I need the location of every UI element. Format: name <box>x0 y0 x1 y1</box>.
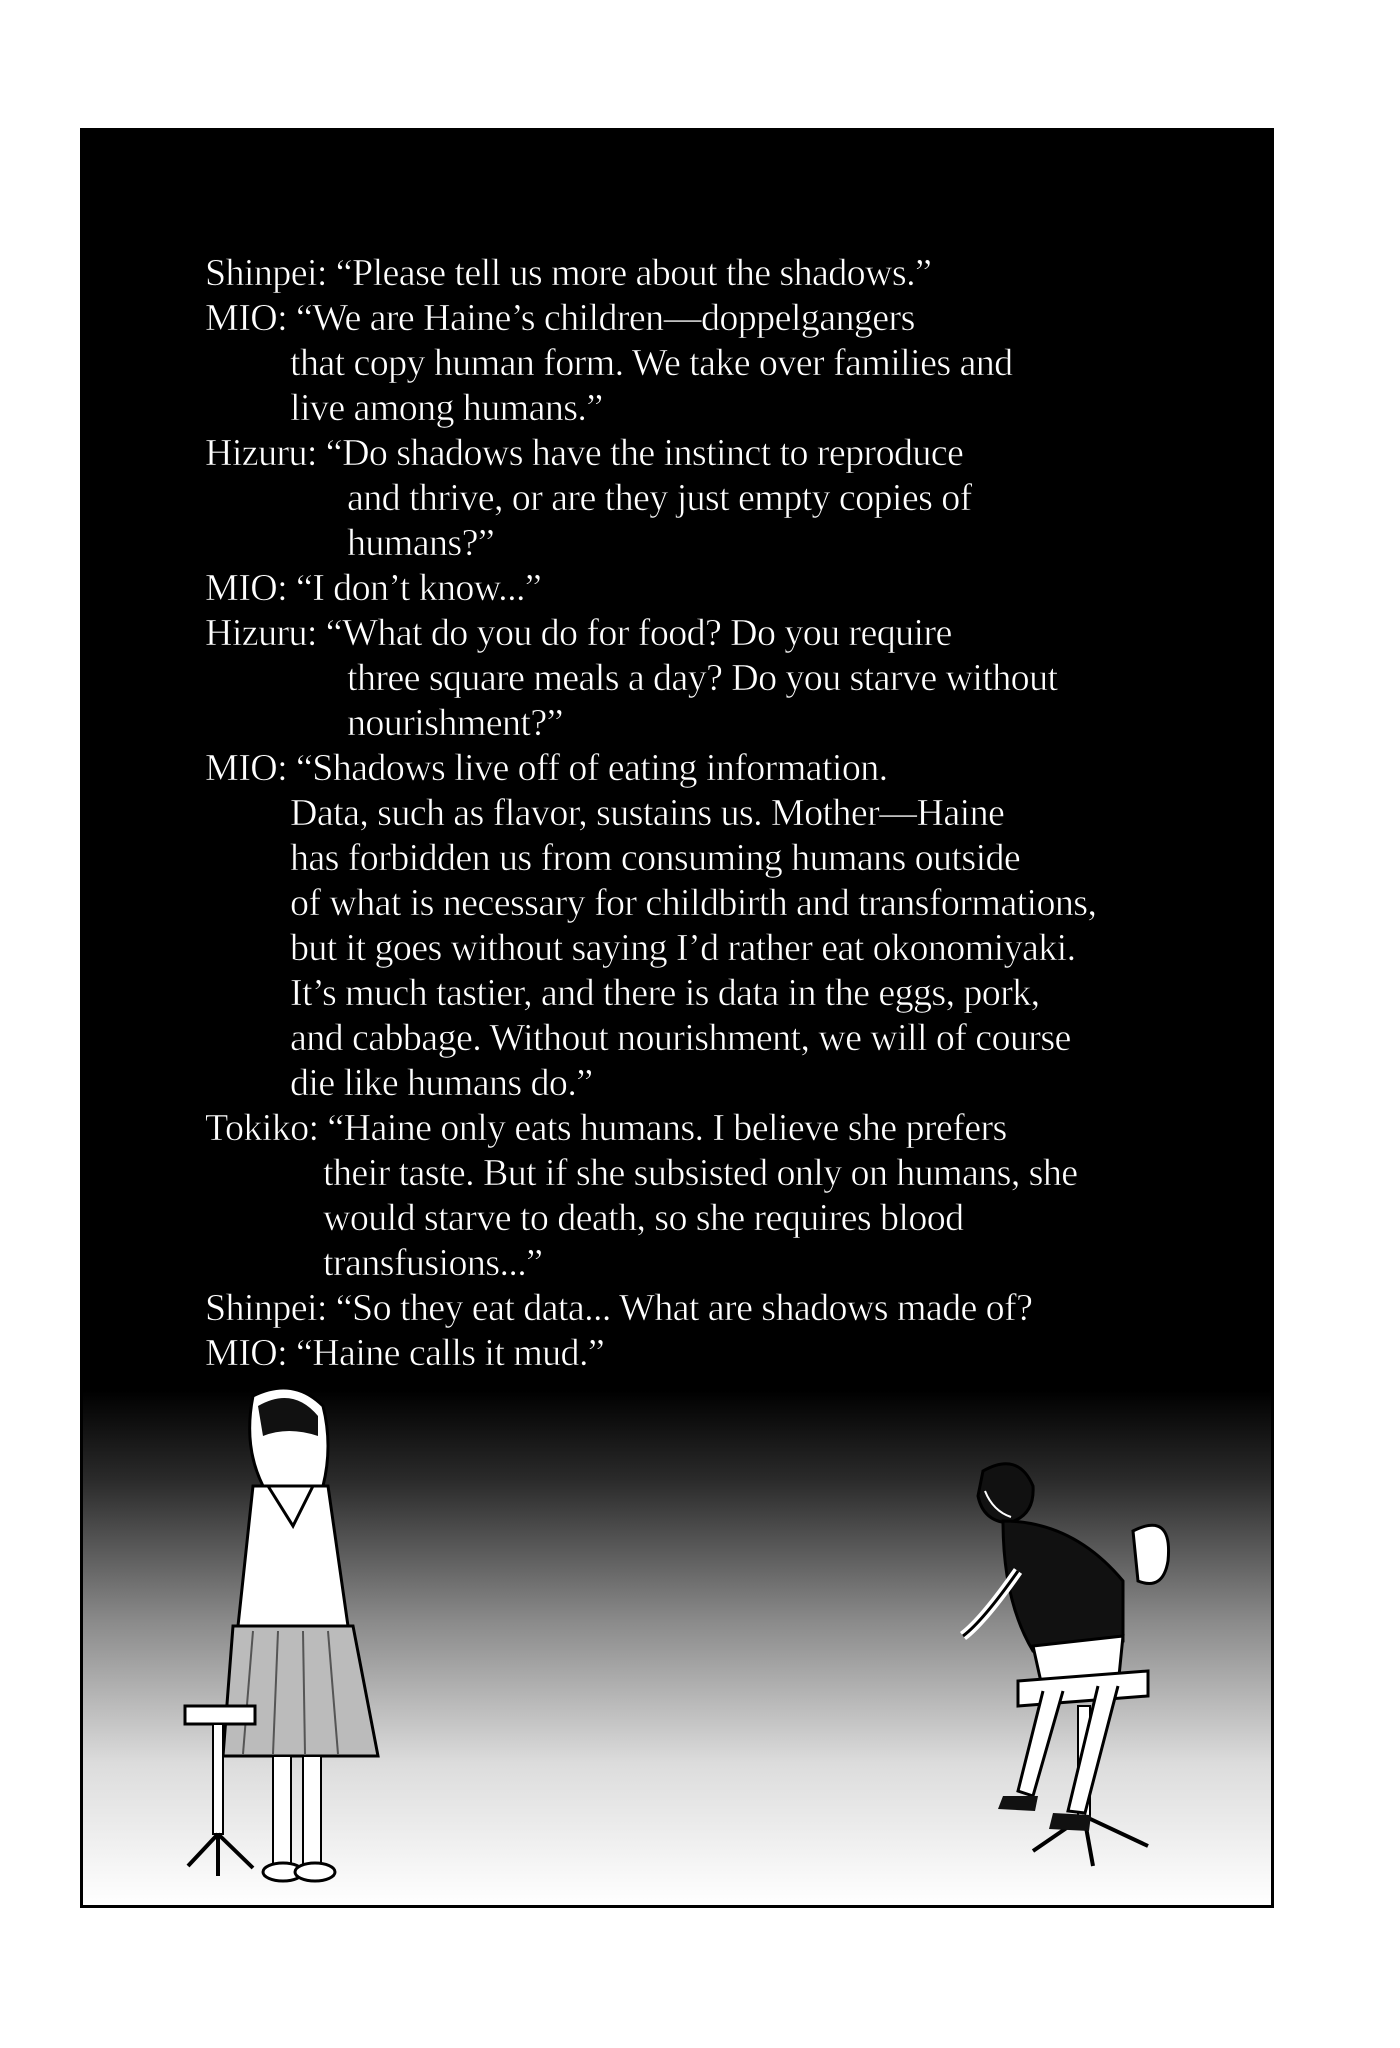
dialogue-line-continued <box>205 971 1215 1016</box>
dialogue-text: “Shadows live off of eating information. <box>295 747 888 789</box>
speaker-name: MIO: <box>205 567 288 609</box>
dialogue-text: “We are Haine’s children—doppelgangers <box>295 297 915 339</box>
dialogue-line-continued <box>205 701 1215 746</box>
dialogue-entry <box>205 431 1215 566</box>
dialogue-line-continued <box>205 341 1215 386</box>
dialogue-text: their taste. But if she subsisted only on humans, she <box>323 1152 1078 1194</box>
dialogue-text: “Haine calls it mud.” <box>295 1332 605 1374</box>
dialogue-text: “Haine only eats humans. I believe she prefers <box>327 1107 1007 1149</box>
speaker-name: Shinpei: <box>205 1287 327 1329</box>
dialogue-entry <box>205 566 1215 611</box>
dialogue-entry <box>205 1286 1215 1331</box>
dialogue-line-continued <box>205 521 1215 566</box>
dialogue-text: and cabbage. Without nourishment, we will of course <box>290 1017 1071 1059</box>
dialogue-entry <box>205 1331 1215 1376</box>
dialogue-line-continued <box>205 1241 1215 1286</box>
dialogue-text: would starve to death, so she requires blood <box>323 1197 964 1239</box>
dialogue-line-first <box>205 1331 1215 1376</box>
speaker-name: MIO: <box>205 1332 288 1374</box>
dialogue-line-first <box>205 251 1215 296</box>
dialogue-text: but it goes without saying I’d rather eat okonomiyaki. <box>290 927 1076 969</box>
dialogue-line-continued <box>205 1151 1215 1196</box>
girl-on-stool-illustration <box>183 1376 423 1896</box>
dialogue-line-continued <box>205 1196 1215 1241</box>
dialogue-entry <box>205 296 1215 431</box>
dialogue-line-first <box>205 746 1215 791</box>
dialogue-line-continued <box>205 386 1215 431</box>
dialogue-line-continued <box>205 836 1215 881</box>
dialogue-line-first <box>205 566 1215 611</box>
dialogue-text: has forbidden us from consuming humans outside <box>290 837 1021 879</box>
manga-panel <box>80 128 1274 1908</box>
speaker-name: Tokiko: <box>205 1107 319 1149</box>
dialogue-line-continued <box>205 881 1215 926</box>
dialogue-line-first <box>205 611 1215 656</box>
dialogue-text: nourishment?” <box>347 702 563 744</box>
dialogue-text: “So they eat data... What are shadows made of? <box>335 1287 1033 1329</box>
dialogue-text: and thrive, or are they just empty copies of <box>347 477 972 519</box>
dialogue-text: “Do shadows have the instinct to reproduce <box>325 432 964 474</box>
dialogue-entry <box>205 251 1215 296</box>
dialogue-line-continued <box>205 476 1215 521</box>
dialogue-text: three square meals a day? Do you starve without <box>347 657 1058 699</box>
dialogue-line-first <box>205 296 1215 341</box>
speaker-name: Shinpei: <box>205 252 327 294</box>
dialogue-line-continued <box>205 1016 1215 1061</box>
dialogue-line-continued <box>205 791 1215 836</box>
speaker-name: MIO: <box>205 747 288 789</box>
dialogue-entry <box>205 746 1215 1106</box>
dialogue-text: of what is necessary for childbirth and transformations, <box>290 882 1097 924</box>
dialogue-line-first <box>205 1106 1215 1151</box>
dialogue-text: humans?” <box>347 522 495 564</box>
dialogue-line-continued <box>205 656 1215 701</box>
speaker-name: Hizuru: <box>205 432 317 474</box>
dialogue-entry <box>205 1106 1215 1286</box>
dialogue-text: “What do you do for food? Do you require <box>325 612 952 654</box>
dialogue-text: die like humans do.” <box>290 1062 593 1104</box>
dialogue-text: transfusions...” <box>323 1242 543 1284</box>
dialogue-line-continued <box>205 1061 1215 1106</box>
dialogue-text: It’s much tastier, and there is data in the eggs, pork, <box>290 972 1040 1014</box>
dialogue-text: “I don’t know...” <box>295 567 542 609</box>
speaker-name: Hizuru: <box>205 612 317 654</box>
dialogue-block <box>205 251 1215 1376</box>
dialogue-text: Data, such as flavor, sustains us. Mother—Haine <box>290 792 1005 834</box>
dialogue-line-continued <box>205 926 1215 971</box>
speaker-name: MIO: <box>205 297 288 339</box>
boy-on-chair-illustration <box>923 1451 1223 1881</box>
dialogue-text: that copy human form. We take over families and <box>290 342 1013 384</box>
dialogue-text: live among humans.” <box>290 387 603 429</box>
dialogue-line-first <box>205 1286 1215 1331</box>
dialogue-text: “Please tell us more about the shadows.” <box>335 252 932 294</box>
dialogue-line-first <box>205 431 1215 476</box>
dialogue-entry <box>205 611 1215 746</box>
